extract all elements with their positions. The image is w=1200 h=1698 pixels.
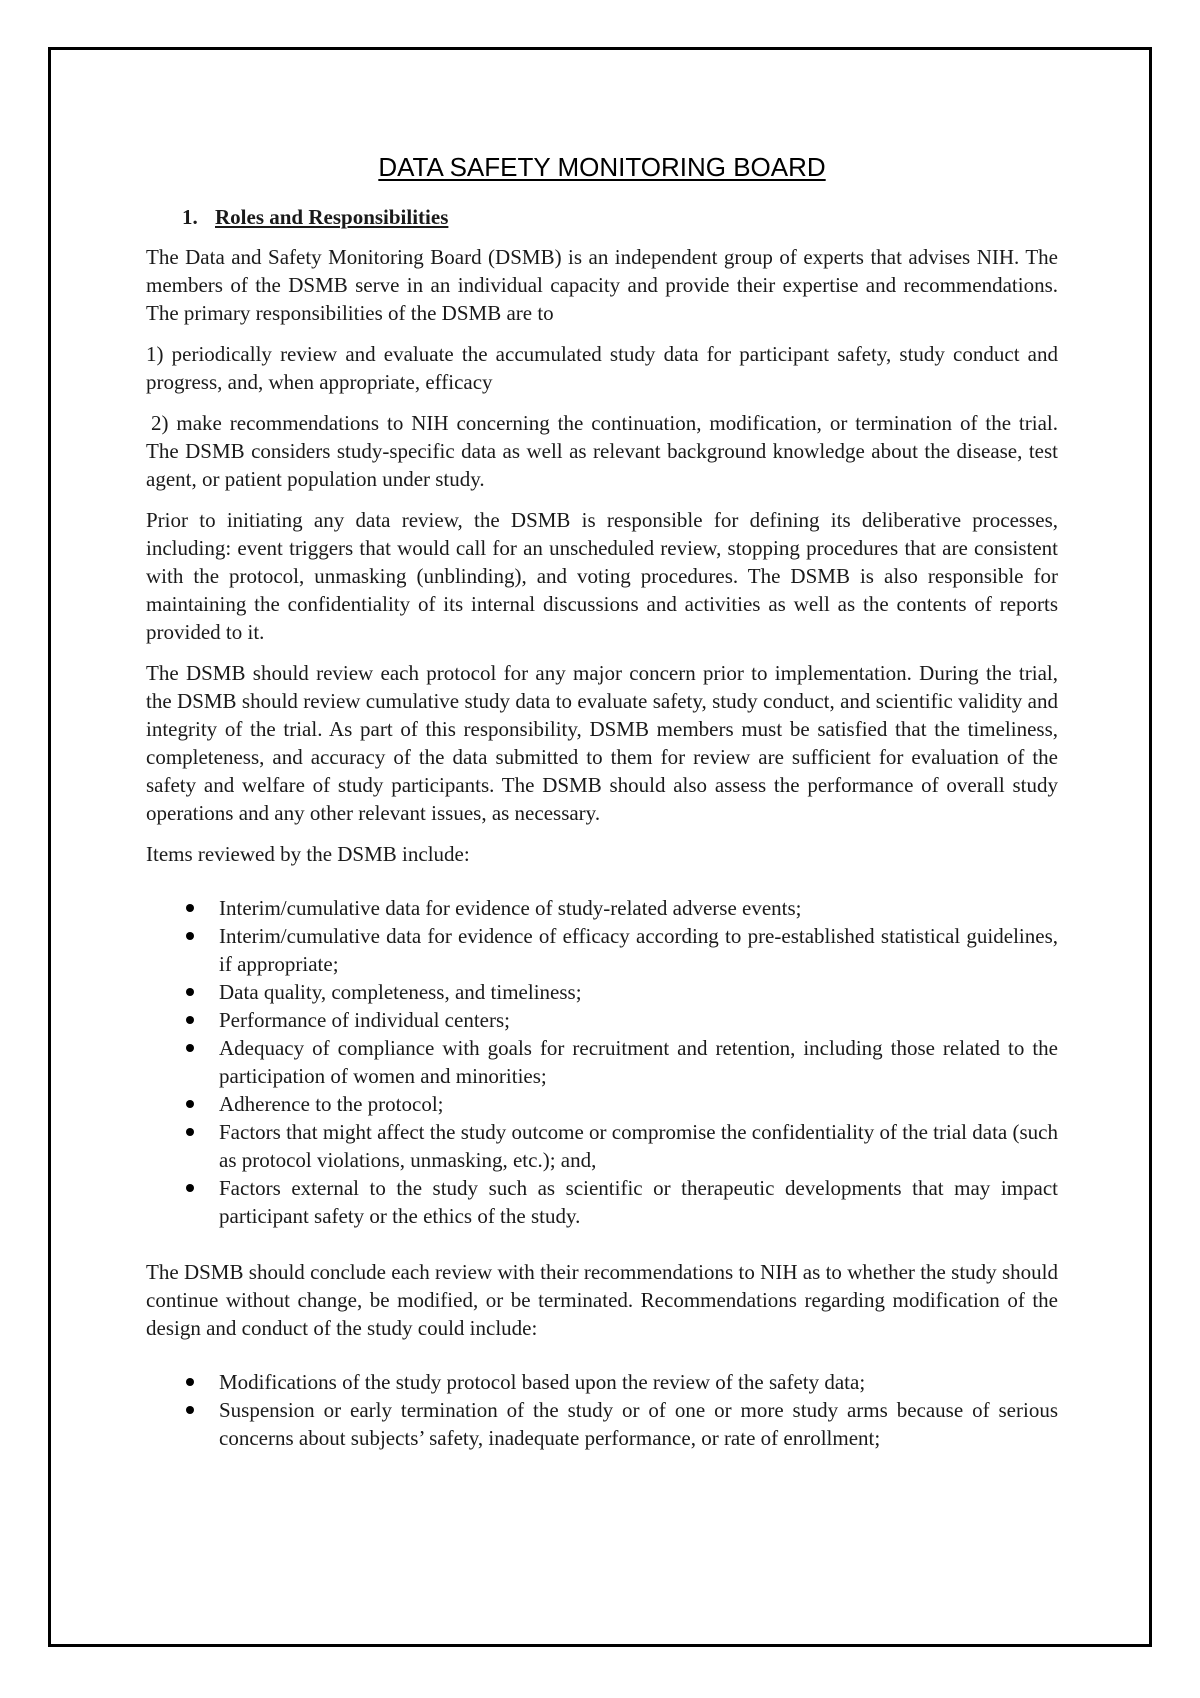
list-item: Factors external to the study such as scientific or therapeutic developments that may impact participant safety or the ethics of the study. bbox=[219, 1176, 1058, 1228]
list-item: Performance of individual centers; bbox=[219, 1006, 1058, 1034]
deliberative-processes-paragraph: Prior to initiating any data review, the DSMB is responsible for defining its deliberative processes, including: event triggers that would call for an unscheduled review, stopping procedures that are consistent with the protocol, unmasking (unblinding), and voting procedures. The DSMB is also responsible for maintaining the confidentiality of its internal discussions and activities as well as the contents of reports provided to it. bbox=[146, 508, 1058, 644]
list-item: Suspension or early termination of the study or of one or more study arms because of serious concerns about subjects’ safety, inadequate performance, or rate of enrollment; bbox=[219, 1398, 1058, 1450]
list-item: Adherence to the protocol; bbox=[219, 1090, 1058, 1118]
intro-paragraph: The Data and Safety Monitoring Board (DSMB) is an independent group of experts that advises NIH. The members of the DSMB serve in an individual capacity and provide their expertise and recommendations. The primary responsibilities of the DSMB are to bbox=[146, 245, 1058, 325]
section-title: Roles and Responsibilities bbox=[215, 205, 449, 229]
responsibility-1-paragraph: 1) periodically review and evaluate the accumulated study data for participant safety, study conduct and progress, and, when appropriate, efficacy bbox=[146, 342, 1058, 394]
list-item: Interim/cumulative data for evidence of efficacy according to pre-established statistical guidelines, if appropriate; bbox=[219, 924, 1058, 976]
list-item: Modifications of the study protocol based upon the review of the safety data; bbox=[219, 1368, 1058, 1396]
section-heading bbox=[146, 203, 1058, 231]
modifications-list bbox=[146, 1368, 1058, 1452]
list-item: Interim/cumulative data for evidence of study-related adverse events; bbox=[219, 894, 1058, 922]
items-reviewed-list bbox=[146, 894, 1058, 1230]
list-item: Data quality, completeness, and timeliness; bbox=[219, 978, 1058, 1006]
document-body bbox=[146, 150, 1058, 1480]
protocol-review-paragraph: The DSMB should review each protocol for any major concern prior to implementation. During the trial, the DSMB should review cumulative study data to evaluate safety, study conduct, and scientific validity and integrity of the trial. As part of this responsibility, DSMB members must be satisfied that the timeliness, completeness, and accuracy of the data submitted to them for review are sufficient for evaluation of the safety and welfare of study participants. The DSMB should also assess the performance of overall study operations and any other relevant issues, as necessary. bbox=[146, 661, 1058, 825]
document-title: DATA SAFETY MONITORING BOARD bbox=[378, 152, 826, 182]
list-item: Adequacy of compliance with goals for recruitment and retention, including those related to the participation of women and minorities; bbox=[219, 1036, 1058, 1088]
section-number: 1. bbox=[182, 205, 198, 229]
list-item: Factors that might affect the study outcome or compromise the confidentiality of the trial data (such as protocol violations, unmasking, etc.); and, bbox=[219, 1120, 1058, 1172]
recommendations-paragraph: The DSMB should conclude each review with their recommendations to NIH as to whether the study should continue without change, be modified, or be terminated. Recommendations regarding modification of the design and conduct of the study could include: bbox=[146, 1260, 1058, 1340]
items-reviewed-intro: Items reviewed by the DSMB include: bbox=[146, 842, 470, 866]
responsibility-2-paragraph: 2) make recommendations to NIH concerning the continuation, modification, or termination of the trial. The DSMB considers study-specific data as well as relevant background knowledge about the disease, test agent, or patient population under study. bbox=[146, 411, 1058, 491]
